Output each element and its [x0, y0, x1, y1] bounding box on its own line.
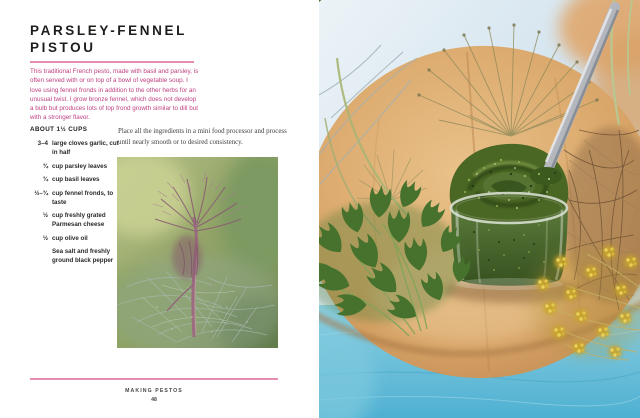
ingredient-quantity: ½: [42, 234, 48, 242]
page-footer: [30, 388, 278, 403]
recipe-title-line2: PISTOU: [30, 40, 96, 55]
ingredient-text: Sea salt and freshly ground black pepper: [52, 248, 114, 264]
ingredient-text: cup basil leaves: [52, 176, 100, 183]
ingredient-row: [8, 189, 124, 207]
yield-label: ABOUT 1½ CUPS: [30, 126, 88, 133]
running-head: MAKING PESTOS: [125, 388, 183, 394]
ingredient-row: [8, 162, 124, 171]
bronze-fennel-photo: [117, 157, 278, 348]
ingredient-quantity: ½: [42, 212, 48, 219]
ingredient-row: [8, 175, 124, 184]
ingredient-quantity: 3–4: [37, 140, 48, 147]
ingredient-quantity: ¾: [42, 176, 48, 183]
ingredients-list: [8, 139, 124, 270]
footer-rule: [30, 378, 278, 380]
ingredient-text: cup olive oil: [52, 234, 88, 242]
ingredient-text: cup parsley leaves: [52, 162, 108, 170]
recipe-intro: This traditional French pesto, made with basil and parsley, is often served with or on top of a bowl of vegetable soup. I love using fennel fronds in addition to the other herbs for an unusual twist. I grow bronze fennel, which does not develop a bulb but produces lots of top frond growth similar to dill but with a stronger flavor.: [30, 68, 199, 122]
title-divider-rule: [30, 61, 194, 63]
ingredient-row: [8, 247, 124, 265]
recipe-title: [30, 22, 187, 56]
page-number: 48: [151, 396, 157, 403]
ingredient-text: cup fennel fronds, to taste: [52, 189, 114, 206]
ingredient-row: [8, 211, 124, 229]
ingredient-row: [8, 139, 124, 157]
ingredient-quantity: [8, 247, 48, 265]
ingredient-quantity: ½–¾: [34, 189, 48, 197]
ingredient-text: cup freshly grated Parmesan cheese: [52, 212, 106, 228]
ingredient-row: [8, 234, 124, 243]
ingredient-quantity: ¾: [42, 162, 48, 170]
instruction-text: Place all the ingredients in a mini food processor and process until nearly smooth or to desired consistency.: [118, 128, 287, 146]
pistou-jar-photo: [319, 0, 640, 418]
recipe-title-line1: PARSLEY-FENNEL: [30, 23, 187, 38]
ingredient-text: large cloves garlic, cut in half: [52, 140, 119, 156]
